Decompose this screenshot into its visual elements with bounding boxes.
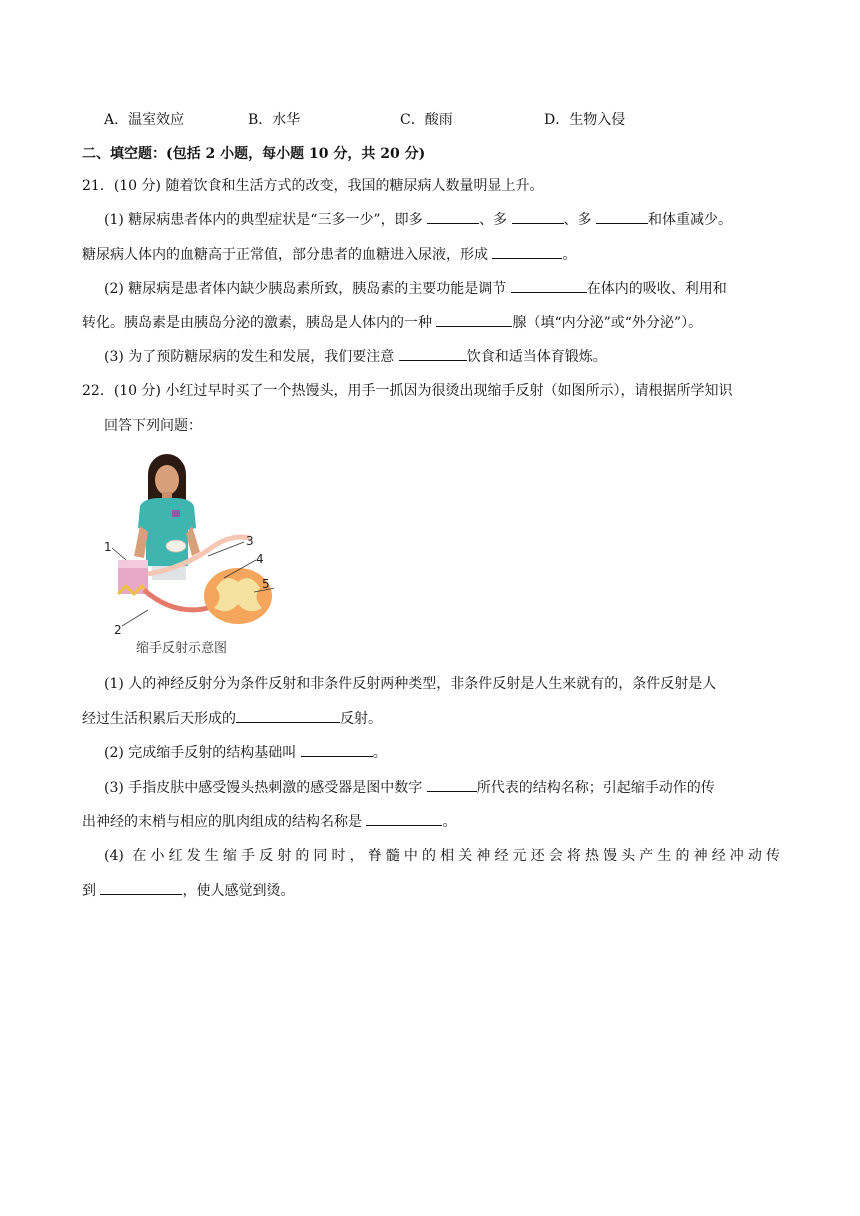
figure-right-arm [186, 526, 200, 556]
q22-part3-line2 [82, 811, 456, 832]
section-title: 二、填空题：(包括 2 小题，每小题 10 分，共 20 分) [82, 146, 426, 162]
q22-part1-line1: (1) 人的神经反射分为条件反射和非条件反射两种类型，非条件反射是人生来就有的，条件反射是人 [104, 676, 717, 692]
q21-part2-line2 [82, 312, 702, 333]
q21-p1-text-b: 、多 [479, 212, 508, 228]
q21-p1-text-d: 和体重减少。 [647, 212, 732, 228]
q22-p3-text-a: (3) 手指皮肤中感受馒头热刺激的感受器是图中数字 [104, 780, 423, 796]
option-c: C．酸雨 [400, 112, 453, 128]
q21-part2-line1 [104, 278, 727, 299]
q21-blank-3[interactable] [596, 209, 648, 224]
figure-steamed-bun [166, 540, 186, 552]
q22-p3-text-b: 所代表的结构名称；引起缩手动作的传 [476, 780, 715, 796]
q22-part4-line2 [82, 880, 294, 901]
q21-p1-line2-end: 。 [562, 247, 577, 263]
q21-p1-line2-text: 糖尿病人体内的血糖高于正常值，部分患者的血糖进入尿液，形成 [82, 247, 488, 263]
q21-blank-1[interactable] [427, 209, 479, 224]
figure-caption: 缩手反射示意图 [136, 641, 228, 656]
figure-leader-1 [112, 548, 126, 560]
q22-stem: 22．(10 分) 小红过早时买了一个热馒头，用手一抓因为很烫出现缩手反射（如图所示），请根据所学知识 [82, 383, 733, 399]
q22-p3-line2-text-b: 。 [442, 814, 457, 830]
q21-p2-line2-text-a: 转化。胰岛素是由胰岛分泌的激素，胰岛是人体内的一种 [82, 315, 432, 331]
q22-part1-line2 [82, 708, 382, 729]
option-b: B．水华 [248, 112, 301, 128]
q22-part3-line1 [104, 777, 715, 798]
q22-blank-5[interactable] [100, 880, 182, 895]
q22-blank-2[interactable] [301, 742, 373, 757]
q22-p4-line2-text-a: 到 [82, 883, 96, 899]
q22-part4-line1: (4) 在小红发生缩手反射的同时，脊髓中的相关神经元还会将热馒头产生的神经冲动传 [104, 848, 780, 864]
figure-face [155, 465, 179, 495]
q22-p1-line2-text-b: 反射。 [340, 711, 382, 727]
figure-label-1: 1 [104, 540, 112, 554]
q21-part1-line1 [104, 209, 732, 230]
q21-p1-text-c: 、多 [563, 212, 592, 228]
reflex-arc-figure [104, 448, 274, 658]
figure-skin-top [118, 560, 148, 568]
q21-p2-text-b: 在体内的吸收、利用和 [586, 281, 727, 297]
figure-left-arm [134, 526, 148, 558]
q21-p3-text-b: 饮食和适当体育锻炼。 [466, 349, 607, 365]
q21-p1-text-a: (1) 糖尿病患者体内的典型症状是“三多一少”，即多 [104, 212, 423, 228]
figure-label-5: 5 [262, 577, 270, 591]
q21-stem: 21．(10 分) 随着饮食和生活方式的改变，我国的糖尿病人数量明显上升。 [82, 178, 544, 194]
q22-p2-text-b: 。 [372, 745, 387, 761]
option-d: D．生物入侵 [544, 112, 626, 128]
figure-leader-2 [122, 610, 148, 626]
figure-label-4: 4 [256, 552, 264, 566]
figure-label-2: 2 [114, 623, 122, 637]
q21-p2-line2-text-b: 腺（填“内分泌”或“外分泌”）。 [512, 315, 703, 331]
q22-part2 [104, 742, 387, 763]
q21-p3-text-a: (3) 为了预防糖尿病的发生和发展，我们要注意 [104, 349, 395, 365]
q22-p1-line2-text-a: 经过生活积累后天形成的 [82, 711, 236, 727]
q22-p3-line2-text-a: 出神经的末梢与相应的肌肉组成的结构名称是 [82, 814, 362, 830]
q21-part3 [104, 346, 607, 367]
q22-blank-3[interactable] [427, 777, 477, 792]
option-a: A．温室效应 [104, 112, 185, 128]
q21-part1-line2 [82, 244, 576, 265]
q22-stem-line2: 回答下列问题： [104, 418, 202, 434]
q21-blank-6[interactable] [436, 312, 512, 327]
q21-blank-7[interactable] [399, 346, 467, 361]
q21-blank-2[interactable] [512, 209, 564, 224]
q22-p2-text-a: (2) 完成缩手反射的结构基础叫 [104, 745, 297, 761]
q22-blank-4[interactable] [366, 811, 442, 826]
q22-blank-1[interactable] [236, 708, 340, 723]
q21-blank-4[interactable] [492, 244, 562, 259]
q22-p4-line2-text-b: ，使人感觉到烫。 [182, 883, 295, 899]
q21-p2-text-a: (2) 糖尿病是患者体内缺少胰岛素所致，胰岛素的主要功能是调节 [104, 281, 507, 297]
q21-blank-5[interactable] [511, 278, 587, 293]
figure-label-3: 3 [246, 534, 254, 548]
figure-badge [172, 510, 180, 517]
